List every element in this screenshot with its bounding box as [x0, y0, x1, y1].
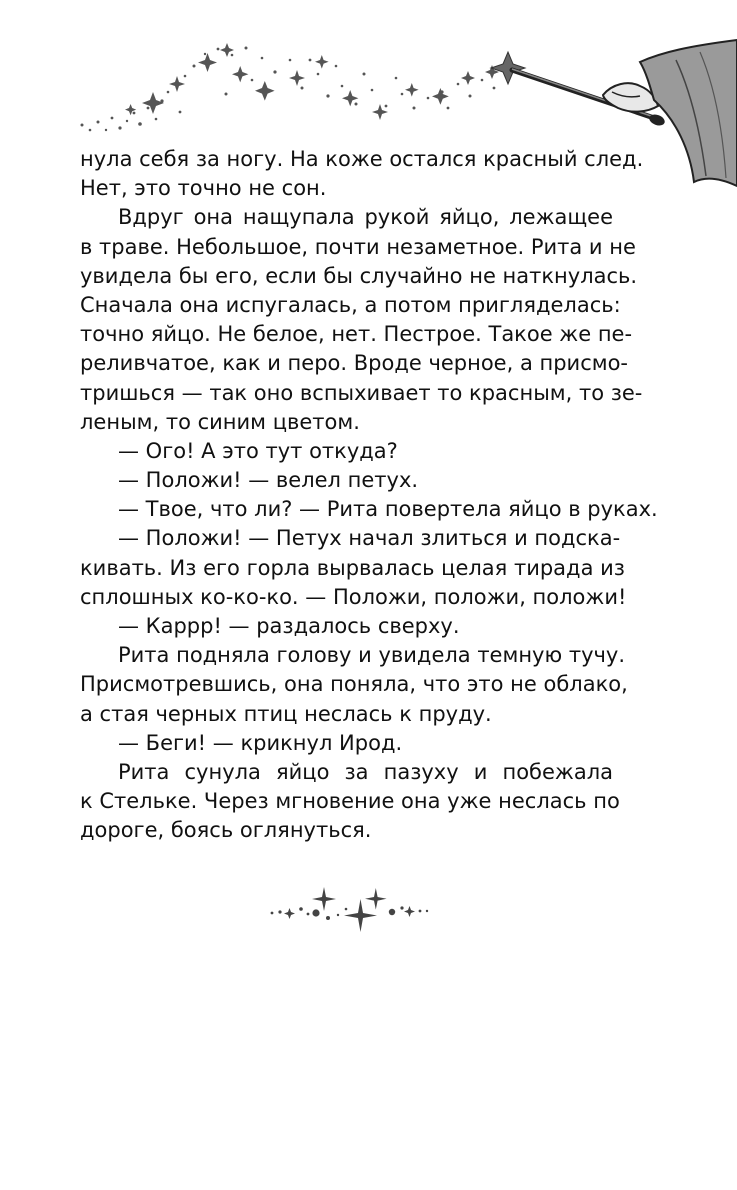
text-line: Рита подняла голову и увидела темную тучу.: [118, 643, 626, 668]
text-line: нула себя за ногу. На коже остался красный след.: [80, 147, 644, 171]
text-line: — Ого! А это тут откуда?: [118, 438, 398, 463]
sparkle-trail: [81, 47, 508, 132]
star-cluster: [125, 43, 499, 120]
text-line: в траве. Небольшое, почти незаметное. Рита и не: [80, 234, 636, 259]
text-line: — Положи! — Петух начал злиться и подска-: [118, 526, 621, 551]
sparkles-divider-icon: [268, 885, 430, 935]
text-line: реливчатое, как и перо. Вроде черное, а присмо-: [80, 351, 629, 376]
text-line: дороге, боясь оглянуться.: [80, 818, 372, 843]
text-line: увидела бы его, если бы случайно не наткнулась.: [80, 263, 638, 288]
text-line: точно яйцо. Не белое, нет. Пестрое. Такое же пе-: [80, 322, 633, 347]
text-line: а стая черных птиц неслась к пруду.: [80, 701, 492, 726]
text-line: — Твое, что ли? — Рита повертела яйцо в руках.: [118, 497, 658, 522]
text-line: Вдруг она нащупала рукой яйцо, лежащее: [118, 205, 613, 230]
text-line: к Стельке. Через мгновение она уже неслась по: [80, 789, 620, 814]
text-line: Нет, это точно не сон.: [80, 176, 327, 201]
text-line: тришься — так оно вспыхивает то красным, то зе-: [80, 380, 643, 405]
text-line: — Беги! — крикнул Ирод.: [118, 730, 403, 755]
text-line: — Каррр! — раздалось сверху.: [118, 614, 460, 638]
text-line: кивать. Из его горла вырвалась целая тирада из: [80, 555, 625, 580]
text-line: леным, то синим цветом.: [80, 409, 360, 434]
text-line: — Положи! — велел петух.: [118, 468, 419, 493]
text-line: Сначала она испугалась, а потом пригляделась:: [80, 292, 621, 317]
body-text: [80, 145, 658, 846]
wand-star-icon: [491, 52, 525, 84]
text-line: Присмотревшись, она поняла, что это не облако,: [80, 672, 628, 697]
text-line: Рита сунула яйцо за пазуху и побежала: [118, 759, 613, 784]
text-line: сплошных ко-ко-ко. — Положи, положи, положи!: [80, 584, 627, 609]
